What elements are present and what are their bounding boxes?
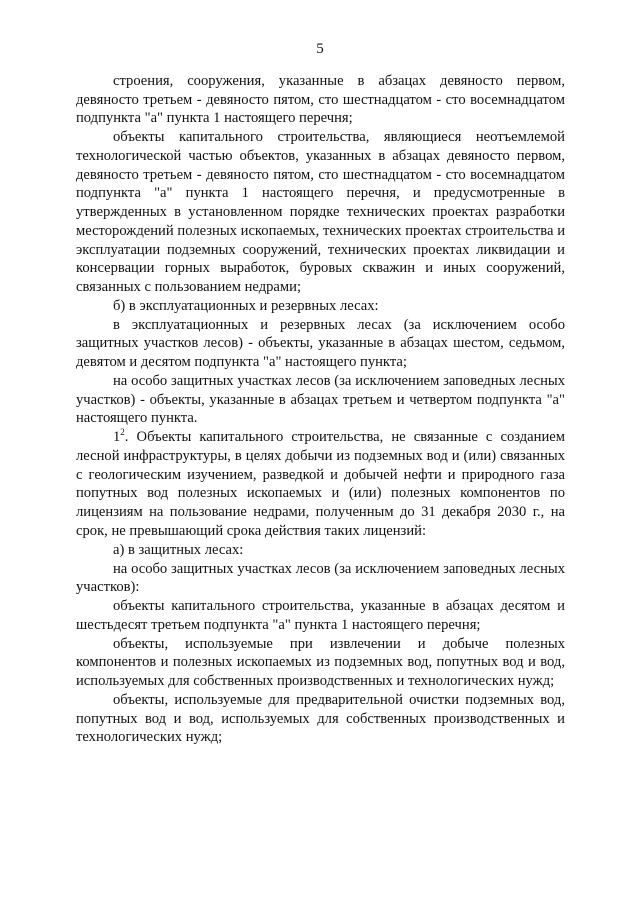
clause-superscript: 2 [120, 427, 125, 438]
paragraph-11: объекты, используемые для предварительной очистки подземных вод, попутных вод и вод, используемых для собственных производственных и технологических нужд; [76, 692, 565, 746]
paragraph-3: б) в эксплуатационных и резервных лесах: [113, 297, 379, 314]
paragraph-2: объекты капитального строительства, являющиеся неотъемлемой технологической частью объектов, указанных в абзацах девяносто первом, девяносто третьем - девяносто пятом, сто шестнадцатом - сто восемнадцатом подпункта "а" пункта 1 настоящего перечня, и предусмотренные в утвержденных в установленном порядке технических проектах разработки месторождений полезных ископаемых, технических проектах строительства и эксплуатации подземных сооружений, технических проектах ликвидации и консервации горных выработок, буровых скважин и иных сооружений, связанных с пользованием недрами; [76, 129, 565, 295]
paragraph-9: объекты капитального строительства, указанные в абзацах десятом и шестьдесят третьем подпункта "а" пункта 1 настоящего перечня; [76, 598, 565, 633]
paragraph-7: а) в защитных лесах: [113, 541, 244, 558]
clause-number: 1 [113, 429, 121, 446]
paragraph-8: на особо защитных участках лесов (за исключением заповедных лесных участков): [76, 560, 565, 596]
paragraph-10: объекты, используемые при извлечении и добыче полезных компонентов и полезных ископаемых из подземных вод, попутных вод и вод, используемых для собственных производственных и технологических нужд; [76, 635, 565, 690]
paragraph-6 [76, 428, 565, 540]
page-number: 5 [316, 41, 324, 57]
paragraph-5: на особо защитных участках лесов (за исключением заповедных лесных участков) - объекты, указанные в абзацах третьем и четвертом подпункта "а" настоящего пункта. [76, 373, 565, 427]
clause-text: . Объекты капитального строительства, не связанные с созданием лесной инфраструктуры, в целях добычи из подземных вод и (или) связанных с геологическим изучением, разведкой и добычей нефти и природного газа попутных вод полезных ископаемых и (или) полезных компонентов по лицензиям на пользование недрами, полученным до 31 декабря 2030 г., на срок, не превышающий срока действия таких лицензий: [76, 429, 565, 539]
paragraph-4: в эксплуатационных и резервных лесах (за исключением особо защитных участков лесов) - объекты, указанные в абзацах шестом, седьмом, девятом и десятом подпункта "а" настоящего пункта; [76, 316, 565, 371]
document-body [76, 72, 565, 747]
paragraph-1: строения, сооружения, указанные в абзацах девяносто первом, девяносто третьем - девяносто пятом, сто шестнадцатом - сто восемнадцатом подпункта "а" пункта 1 настоящего перечня; [76, 73, 565, 127]
